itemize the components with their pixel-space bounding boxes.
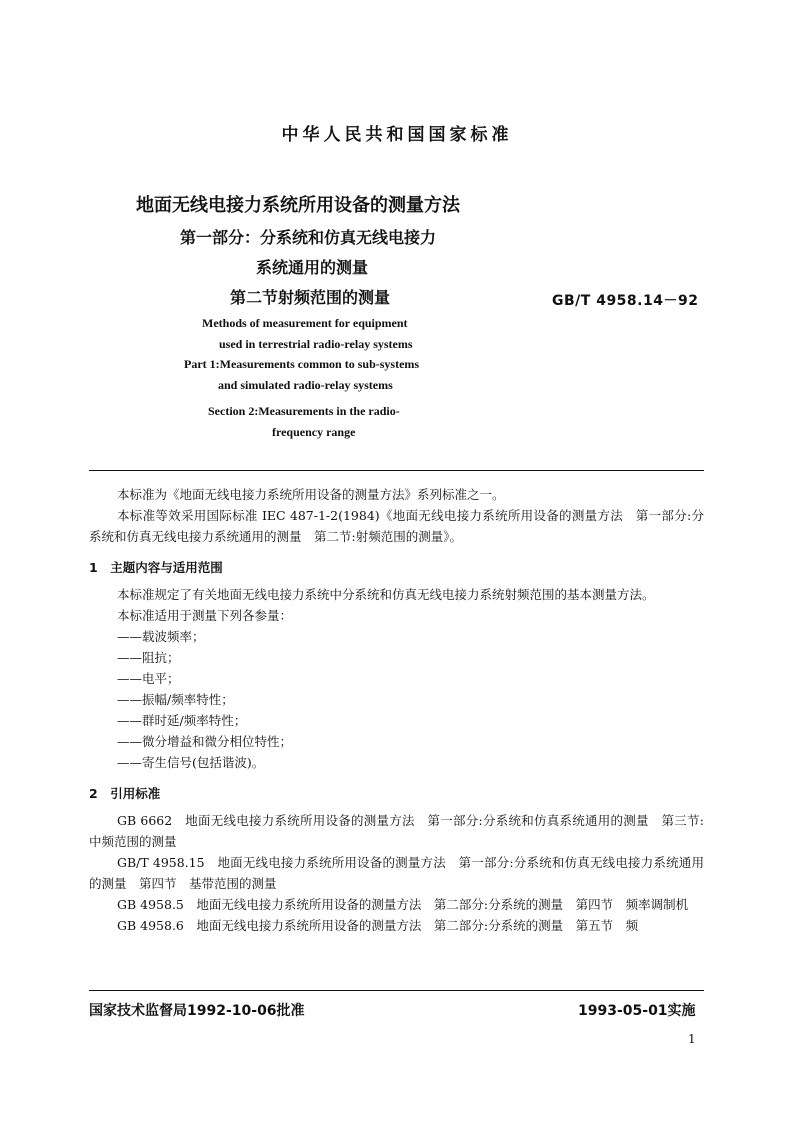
title-en-line-6: frequency range [272, 425, 356, 439]
list-item: ——电平； [117, 671, 180, 686]
reference-item: GB/T 4958.15 地面无线电接力系统所用设备的测量方法 第一部分:分系统和仿真无线电接力系统通用的测量 第四节 基带范围的测量 [89, 855, 704, 891]
list-item: ——振幅/频率特性； [117, 692, 234, 707]
title-en-line-3: Part 1:Measurements common to sub-systems [184, 357, 420, 371]
title-zh-line-2: 第一部分：分系统和仿真无线电接力 [180, 228, 437, 247]
reference-item: GB 4958.6 地面无线电接力系统所用设备的测量方法 第二部分:分系统的测量 第五节 频 [117, 918, 639, 933]
title-zh-line-4: 第二节射频范围的测量 [230, 288, 391, 307]
standard-number: GB/T 4958.14－92 [552, 293, 699, 309]
list-item: ——群时延/频率特性； [117, 713, 247, 728]
page-number: 1 [688, 1032, 696, 1046]
section-2-heading: 2 引用标准 [89, 786, 161, 801]
footer-divider [89, 990, 704, 991]
document-body [89, 484, 704, 936]
title-en-line-5: Section 2:Measurements in the radio- [208, 404, 400, 418]
list-item: ——微分增益和微分相位特性； [117, 734, 293, 749]
intro-paragraph-2: 本标准等效采用国际标准 IEC 487-1-2(1984)《地面无线电接力系统所用设备的测量方法 第一部分:分系统和仿真无线电接力系统通用的测量 第二节:射频范围的测量》。 [89, 508, 704, 544]
list-item: ——载波频率； [117, 629, 205, 644]
section-1-heading: 1 主题内容与适用范围 [89, 560, 223, 575]
title-zh-line-1: 地面无线电接力系统所用设备的测量方法 [136, 195, 460, 216]
title-en-line-2: used in terrestrial radio-relay systems [219, 337, 413, 351]
section-1-paragraph-2: 本标准适用于测量下列各参量： [117, 608, 293, 623]
title-en-line-4: and simulated radio-relay systems [218, 378, 393, 392]
title-zh-line-3: 系统通用的测量 [256, 258, 369, 277]
title-en-line-1: Methods of measurement for equipment [202, 316, 408, 330]
list-item: ——寄生信号(包括谐波)。 [117, 755, 265, 770]
header-divider [89, 470, 704, 471]
list-item: ——阻抗； [117, 650, 180, 665]
intro-paragraph-1: 本标准为《地面无线电接力系统所用设备的测量方法》系列标准之一。 [117, 487, 505, 502]
section-1-paragraph-1: 本标准规定了有关地面无线电接力系统中分系统和仿真无线电接力系统射频范围的基本测量方法。 [117, 587, 655, 602]
reference-item: GB 6662 地面无线电接力系统所用设备的测量方法 第一部分:分系统和仿真系统通用的测量 第三节:中频范围的测量 [89, 813, 704, 849]
implementation-date: 1993-05-01实施 [578, 1003, 696, 1019]
approval-date: 国家技术监督局1992-10-06批准 [89, 1003, 305, 1019]
reference-item: GB 4958.5 地面无线电接力系统所用设备的测量方法 第二部分:分系统的测量 第四节 频率调制机 [117, 897, 689, 912]
standard-type-heading: 中华人民共和国国家标准 [281, 125, 513, 145]
